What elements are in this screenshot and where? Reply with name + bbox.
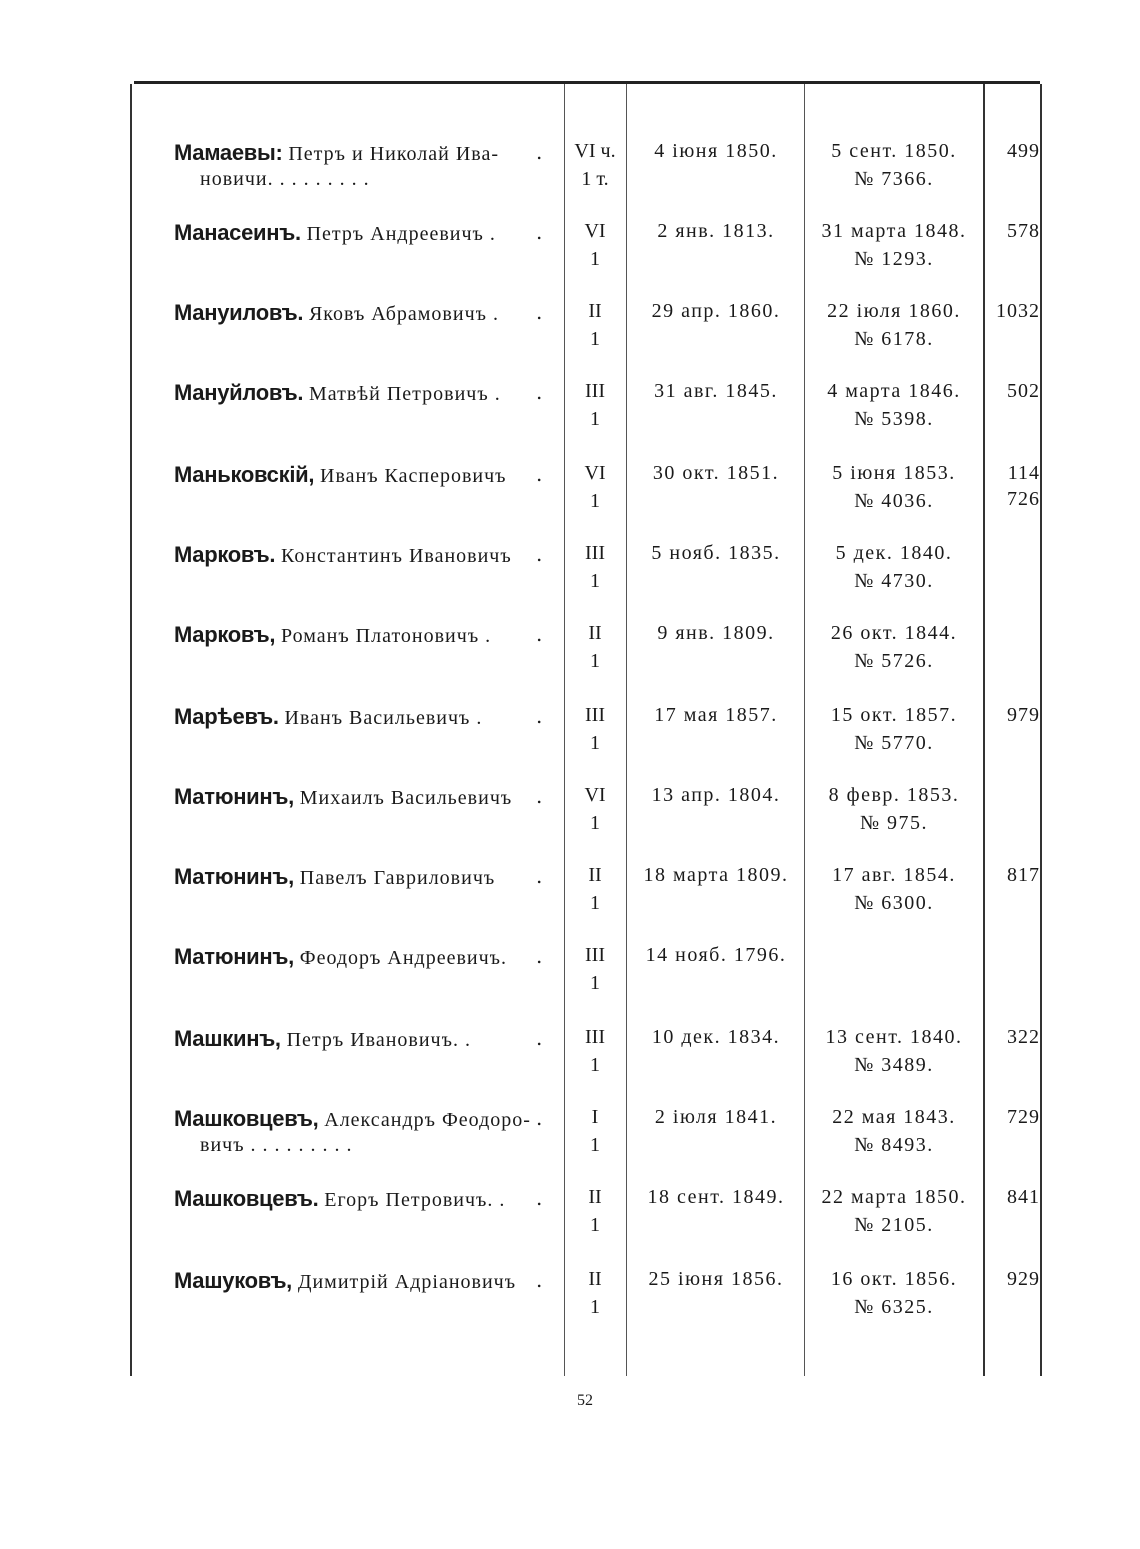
birth-date: 25 іюня 1856. [648, 1268, 784, 1290]
surname: Марковъ, [174, 622, 276, 647]
class-volume: 1 [590, 650, 600, 672]
register-row [0, 1268, 1140, 1348]
birth-date: 4 іюня 1850. [654, 140, 778, 162]
class-part: II [588, 300, 602, 322]
surname: Мамаевы: [174, 140, 283, 165]
certificate-number: № 4036. [854, 490, 934, 512]
given-names: Романъ Платоновичъ . [280, 625, 492, 647]
name-continuation: вичъ . . . . . . . . . [200, 1134, 353, 1156]
certificate-number: № 6178. [854, 328, 934, 350]
reference-number: 841 [1007, 1186, 1040, 1208]
name-continuation: новичи. . . . . . . . . [200, 168, 370, 190]
entry-name [174, 140, 499, 166]
confirmation-date: 17 авг. 1854. [832, 864, 956, 886]
surname: Машковцевъ, [174, 1106, 319, 1131]
page-number: 52 [577, 1392, 593, 1409]
leader-dot: . [536, 1186, 543, 1210]
surname: Мануиловъ. [174, 300, 304, 325]
given-names: Иванъ Касперовичъ [320, 465, 507, 487]
confirmation-date: 5 дек. 1840. [835, 542, 953, 564]
class-part: I [591, 1106, 599, 1128]
birth-date: 30 окт. 1851. [652, 462, 780, 484]
surname: Манасеинъ. [174, 220, 301, 245]
given-names: Петръ Андреевичъ . [306, 223, 496, 245]
surname: Маньковскій, [174, 462, 315, 487]
register-row [0, 542, 1140, 622]
confirmation-date: 4 марта 1846. [827, 380, 961, 402]
surname: Матюнинъ, [174, 784, 294, 809]
given-names: Егоръ Петровичъ. . [324, 1189, 506, 1211]
class-part: III [585, 380, 605, 402]
reference-number: 817 [1007, 864, 1040, 886]
entry-name [174, 542, 512, 568]
class-volume: 1 [590, 812, 600, 834]
class-part: VI [584, 462, 606, 484]
class-part: III [585, 704, 605, 726]
confirmation-date: 15 окт. 1857. [830, 704, 958, 726]
class-volume: 1 [590, 570, 600, 592]
confirmation-date: 22 іюля 1860. [827, 300, 961, 322]
given-names: Константинъ Ивановичъ [280, 545, 512, 567]
reference-number: 1032 [996, 300, 1040, 322]
reference-number: 729 [1007, 1106, 1040, 1128]
register-row [0, 300, 1140, 380]
class-part: III [585, 1026, 605, 1048]
class-volume: 1 [590, 408, 600, 430]
birth-date: 5 нояб. 1835. [651, 542, 781, 564]
leader-dot: . [536, 300, 543, 324]
class-part: VI [584, 784, 606, 806]
entry-name [174, 300, 499, 326]
surname: Марковъ. [174, 542, 276, 567]
class-part: III [585, 944, 605, 966]
entry-name [174, 944, 507, 970]
class-part: II [588, 622, 602, 644]
leader-dot: . [536, 704, 543, 728]
leader-dot: . [536, 784, 543, 808]
register-row [0, 784, 1140, 864]
surname: Марѣевъ. [174, 704, 279, 729]
given-names: Петръ и Николай Ива- [288, 143, 499, 165]
register-row [0, 380, 1140, 460]
entry-name [174, 462, 507, 488]
leader-dot: . [536, 140, 543, 164]
birth-date: 31 авг. 1845. [654, 380, 778, 402]
certificate-number: № 5398. [854, 408, 934, 430]
entry-name [174, 380, 501, 406]
leader-dot: . [536, 1268, 543, 1292]
certificate-number: № 4730. [854, 570, 934, 592]
leader-dot: . [536, 462, 543, 486]
given-names: Иванъ Васильевичъ . [284, 707, 483, 729]
register-row [0, 704, 1140, 784]
leader-dot: . [536, 380, 543, 404]
certificate-number: № 7366. [854, 168, 934, 190]
register-row [0, 1026, 1140, 1106]
entry-name [174, 704, 482, 730]
register-row [0, 944, 1140, 1024]
class-volume: 1 [590, 490, 600, 512]
certificate-number: № 8493. [854, 1134, 934, 1156]
leader-dot: . [536, 622, 543, 646]
class-volume: 1 т. [581, 168, 609, 190]
given-names: Димитрій Адріановичъ [297, 1271, 517, 1293]
given-names: Павелъ Гавриловичъ [299, 867, 496, 889]
entry-name [174, 220, 496, 246]
class-volume: 1 [590, 1296, 600, 1318]
certificate-number: № 2105. [854, 1214, 934, 1236]
reference-number: 499 [1007, 140, 1040, 162]
leader-dot: . [536, 1106, 543, 1130]
confirmation-date: 22 мая 1843. [832, 1106, 956, 1128]
reference-number: 929 [1007, 1268, 1040, 1290]
register-row [0, 140, 1140, 220]
confirmation-date: 16 окт. 1856. [830, 1268, 958, 1290]
confirmation-date: 5 сент. 1850. [831, 140, 957, 162]
birth-date: 13 апр. 1804. [651, 784, 781, 806]
birth-date: 10 дек. 1834. [651, 1026, 781, 1048]
class-volume: 1 [590, 1054, 600, 1076]
reference-number: 322 [1007, 1026, 1040, 1048]
confirmation-date: 31 марта 1848. [821, 220, 967, 242]
reference-number-2: 726 [1007, 488, 1040, 510]
class-part: III [585, 542, 605, 564]
class-volume: 1 [590, 1214, 600, 1236]
entry-name [174, 1268, 516, 1294]
entry-name [174, 1186, 505, 1212]
birth-date: 14 нояб. 1796. [645, 944, 787, 966]
certificate-number: № 1293. [854, 248, 934, 270]
given-names: Феодоръ Андреевичъ. [299, 947, 508, 969]
reference-number: 502 [1007, 380, 1040, 402]
leader-dot: . [536, 220, 543, 244]
birth-date: 9 янв. 1809. [657, 622, 775, 644]
confirmation-date: 22 марта 1850. [821, 1186, 967, 1208]
birth-date: 18 сент. 1849. [647, 1186, 785, 1208]
birth-date: 18 марта 1809. [643, 864, 789, 886]
leader-dot: . [536, 864, 543, 888]
register-row [0, 220, 1140, 300]
register-row [0, 462, 1140, 542]
birth-date: 17 мая 1857. [654, 704, 778, 726]
surname: Машкинъ, [174, 1026, 281, 1051]
given-names: Александръ Феодоро- [324, 1109, 531, 1131]
given-names: Яковъ Абрамовичъ . [308, 303, 499, 325]
register-row [0, 1106, 1140, 1186]
certificate-number: № 6300. [854, 892, 934, 914]
leader-dot: . [536, 1026, 543, 1050]
given-names: Петръ Ивановичъ. . [286, 1029, 471, 1051]
leader-dot: . [536, 542, 543, 566]
confirmation-date: 26 окт. 1844. [830, 622, 958, 644]
class-part: II [588, 1186, 602, 1208]
class-volume: 1 [590, 892, 600, 914]
certificate-number: № 6325. [854, 1296, 934, 1318]
leader-dot: . [536, 944, 543, 968]
class-volume: 1 [590, 972, 600, 994]
given-names: Матвѣй Петровичъ . [308, 383, 501, 405]
entry-name [174, 864, 495, 890]
class-volume: 1 [590, 248, 600, 270]
entry-name [174, 784, 512, 810]
birth-date: 2 янв. 1813. [657, 220, 775, 242]
confirmation-date: 13 сент. 1840. [825, 1026, 963, 1048]
birth-date: 29 апр. 1860. [651, 300, 781, 322]
reference-number: 979 [1007, 704, 1040, 726]
reference-number: 578 [1007, 220, 1040, 242]
reference-number: 114 [1007, 462, 1040, 484]
certificate-number: № 3489. [854, 1054, 934, 1076]
surname: Мануйловъ. [174, 380, 304, 405]
table-top-rule [134, 81, 1040, 84]
certificate-number: № 975. [859, 812, 929, 834]
entry-name [174, 622, 491, 648]
class-volume: 1 [590, 328, 600, 350]
class-volume: 1 [590, 732, 600, 754]
entry-name [174, 1106, 531, 1132]
surname: Машковцевъ. [174, 1186, 319, 1211]
confirmation-date: 5 іюня 1853. [832, 462, 956, 484]
class-volume: 1 [590, 1134, 600, 1156]
given-names: Михаилъ Васильевичъ [299, 787, 513, 809]
confirmation-date: 8 февр. 1853. [828, 784, 960, 806]
class-part: II [588, 864, 602, 886]
surname: Машуковъ, [174, 1268, 292, 1293]
register-row [0, 1186, 1140, 1266]
class-part: VI [584, 220, 606, 242]
certificate-number: № 5770. [854, 732, 934, 754]
register-row [0, 864, 1140, 944]
surname: Матюнинъ, [174, 864, 294, 889]
certificate-number: № 5726. [854, 650, 934, 672]
surname: Матюнинъ, [174, 944, 294, 969]
class-part: VI ч. [574, 140, 616, 162]
entry-name [174, 1026, 471, 1052]
register-row [0, 622, 1140, 702]
class-part: II [588, 1268, 602, 1290]
birth-date: 2 іюля 1841. [654, 1106, 778, 1128]
